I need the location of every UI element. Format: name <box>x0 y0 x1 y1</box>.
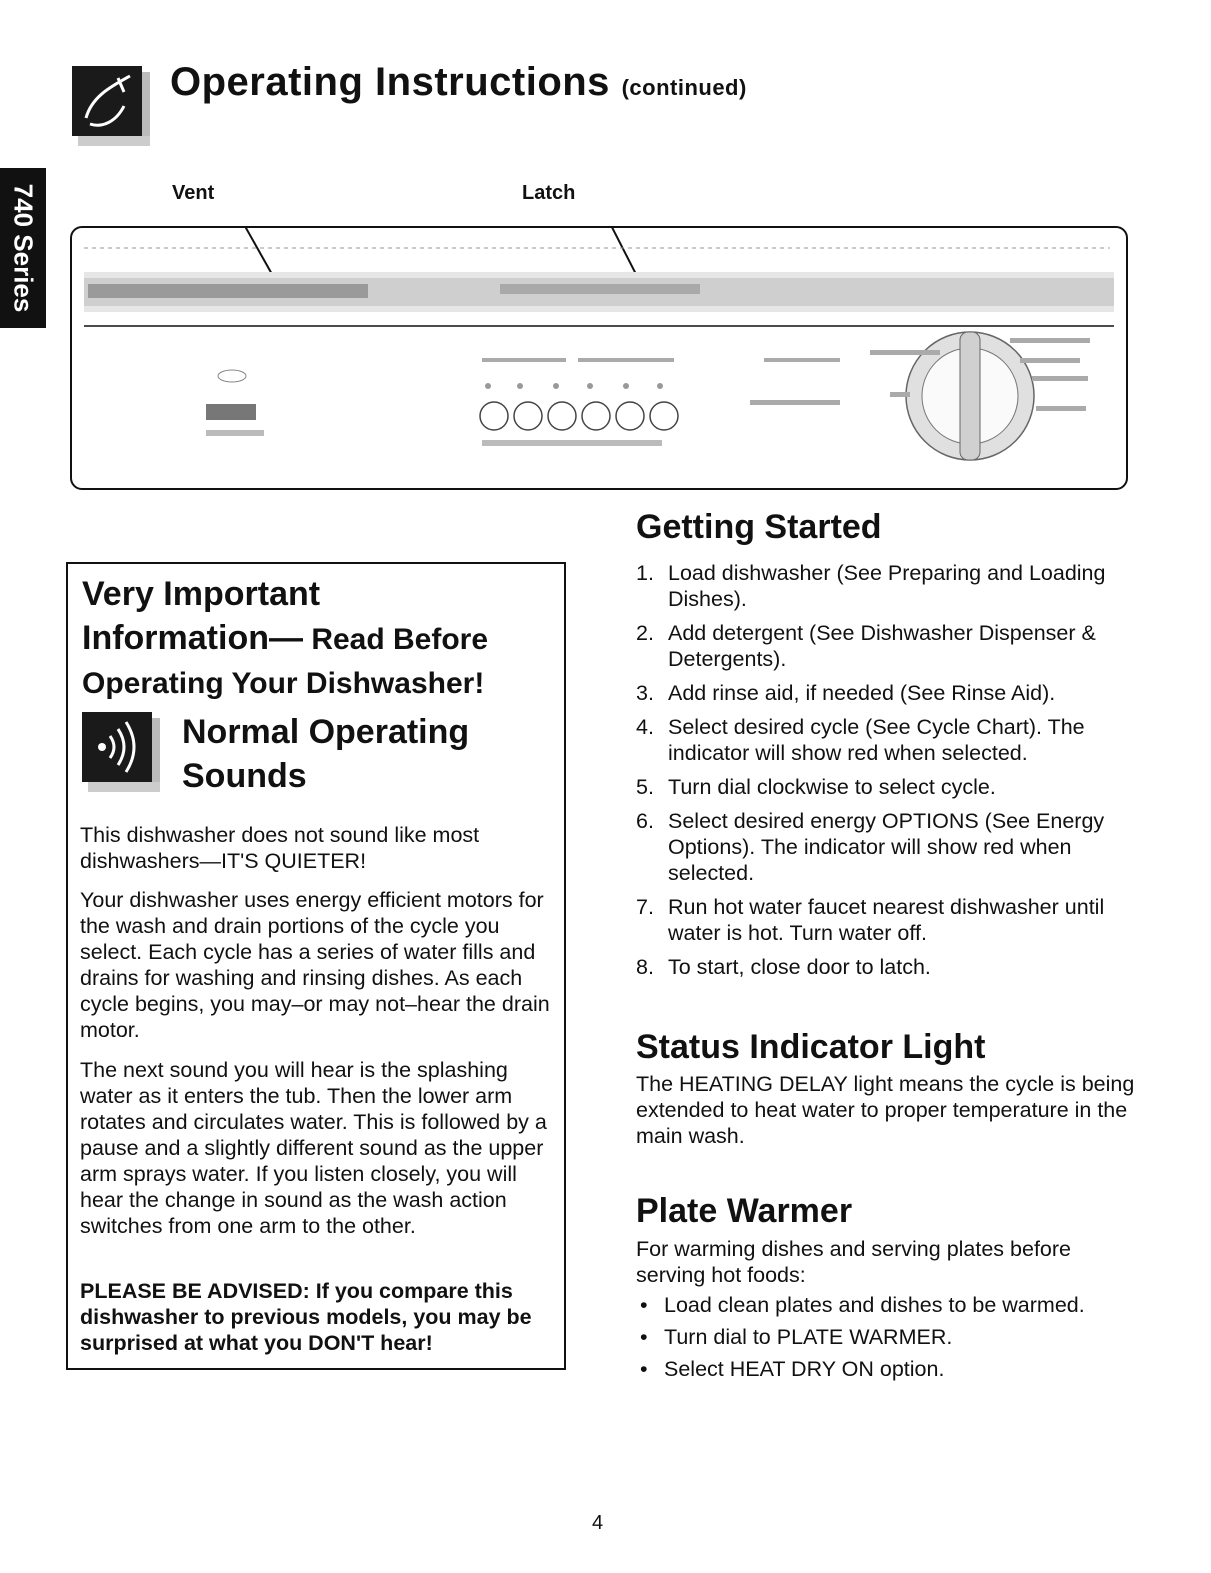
step-text: Select desired energy OPTIONS (See Energy Options). The indicator will show red when selected. <box>668 809 1105 885</box>
important-line2a: Information— <box>82 619 303 657</box>
control-panel-illustration <box>70 226 1128 490</box>
page-number: 4 <box>592 1512 604 1534</box>
list-item <box>636 1356 1136 1382</box>
step-number: 7. <box>636 895 654 919</box>
step-text: Turn dial clockwise to select cycle. <box>668 775 996 799</box>
step-number: 6. <box>636 809 654 833</box>
plate-warmer-heading: Plate Warmer <box>636 1192 853 1230</box>
sounds-heading <box>182 710 542 798</box>
step-number: 2. <box>636 621 654 645</box>
page-title <box>170 60 747 105</box>
list-item <box>636 774 1156 800</box>
status-indicator-heading: Status Indicator Light <box>636 1028 986 1066</box>
advisory-paragraph: PLEASE BE ADVISED: If you compare this dishwasher to previous models, you may be surprised at what you DON'T hear! <box>80 1279 532 1355</box>
step-number: 8. <box>636 955 654 979</box>
speaker-sound-icon <box>82 712 162 794</box>
list-item <box>636 954 1156 980</box>
getting-started-heading: Getting Started <box>636 508 882 546</box>
step-text: Add detergent (See Dishwasher Dispenser & Detergents). <box>668 621 1096 671</box>
plate-warmer-list <box>636 1292 1136 1388</box>
important-heading <box>82 572 562 706</box>
latch-label: Latch <box>522 182 576 204</box>
vent-label: Vent <box>172 182 215 204</box>
important-line2 <box>82 616 562 662</box>
status-indicator-text: The HEATING DELAY light means the cycle is being extended to heat water to proper temperature in the main wash. <box>636 1072 1135 1148</box>
list-item <box>636 714 1156 766</box>
list-item <box>636 620 1156 672</box>
step-text: Load dishwasher (See Preparing and Loading Dishes). <box>668 561 1106 611</box>
step-text: To start, close door to latch. <box>668 955 931 979</box>
sounds-paragraph-1: This dishwasher does not sound like most dishwashers—IT'S QUIETER! <box>80 823 480 873</box>
list-item <box>636 808 1156 886</box>
bullet-text: Select HEAT DRY ON option. <box>664 1357 945 1381</box>
series-tab-label: 740 Series <box>8 183 39 313</box>
step-number: 4. <box>636 715 654 739</box>
bullet-icon: • <box>640 1293 648 1317</box>
list-item <box>636 680 1156 706</box>
sounds-title-2: Sounds <box>182 757 307 795</box>
important-line2b: Read Before <box>302 623 489 656</box>
important-line1: Very Important <box>82 575 321 613</box>
bullet-icon: • <box>640 1357 648 1381</box>
important-line3: Operating Your Dishwasher! <box>82 667 485 700</box>
bullet-icon: • <box>640 1325 648 1349</box>
step-text: Add rinse aid, if needed (See Rinse Aid). <box>668 681 1056 705</box>
title-continued: (continued) <box>621 75 747 100</box>
sounds-paragraph-2: Your dishwasher uses energy efficient motors for the wash and drain portions of the cycle you select. Each cycle has a series of water fills and drains for washing and rinsing dishes. As each cycle begins, you may–or may not–hear the drain motor. <box>80 888 550 1042</box>
step-text: Run hot water faucet nearest dishwasher until water is hot. Turn water off. <box>668 895 1105 945</box>
hand-pointer-icon <box>72 66 150 148</box>
list-item <box>636 560 1156 612</box>
sounds-paragraph-3: The next sound you will hear is the splashing water as it enters the tub. Then the lower arm rotates and circulates water. This is followed by a pause and a slightly different sound as the upper arm sprays water. If you listen closely, you will hear the change in sound as the wash action switches from one arm to the other. <box>80 1058 547 1238</box>
bullet-text: Load clean plates and dishes to be warmed. <box>664 1293 1085 1317</box>
step-text: Select desired cycle (See Cycle Chart). The indicator will show red when selected. <box>668 715 1085 765</box>
getting-started-list <box>636 560 1156 988</box>
sounds-title-1: Normal Operating <box>182 713 470 751</box>
plate-warmer-text: For warming dishes and serving plates before serving hot foods: <box>636 1237 1071 1287</box>
list-item <box>636 894 1156 946</box>
series-side-tab <box>0 168 46 328</box>
list-item <box>636 1324 1136 1350</box>
step-number: 3. <box>636 681 654 705</box>
step-number: 1. <box>636 561 654 585</box>
step-number: 5. <box>636 775 654 799</box>
bullet-text: Turn dial to PLATE WARMER. <box>664 1325 953 1349</box>
list-item <box>636 1292 1136 1318</box>
title-text: Operating Instructions <box>170 60 610 104</box>
